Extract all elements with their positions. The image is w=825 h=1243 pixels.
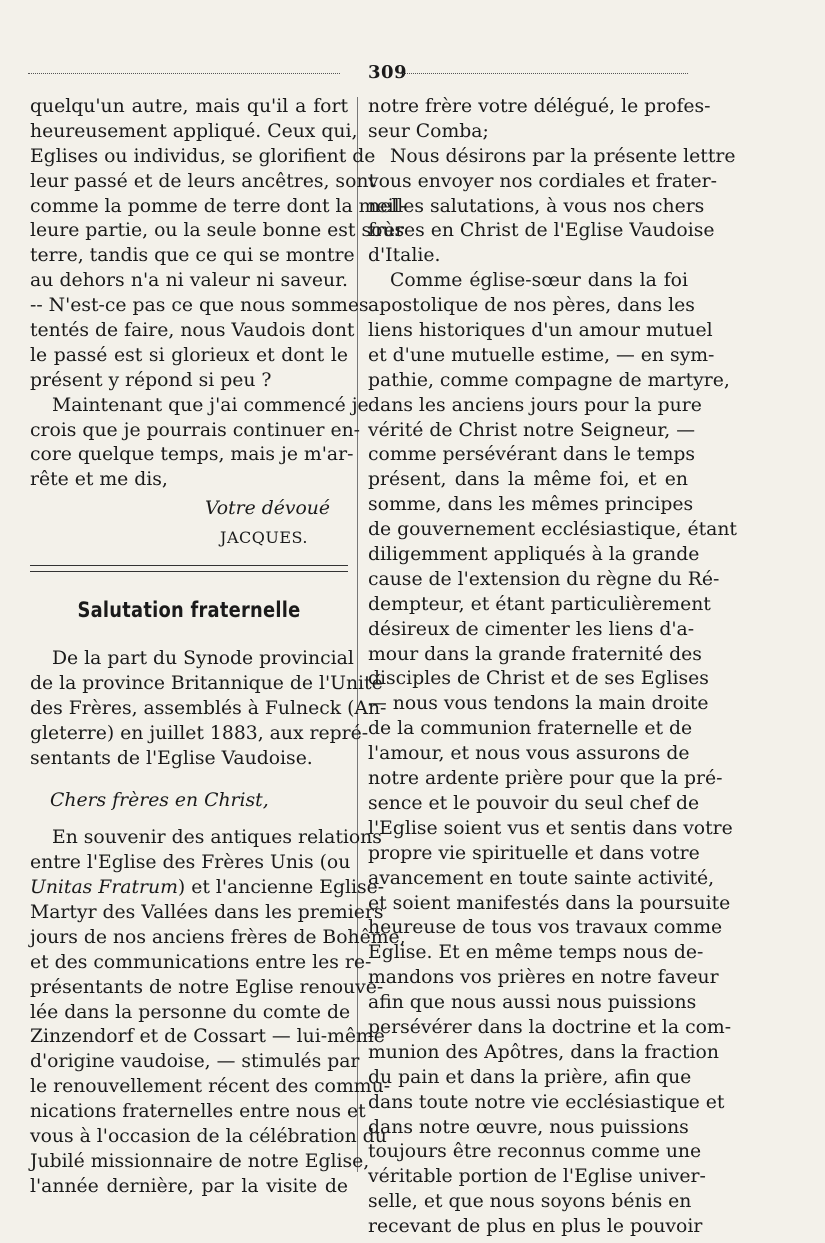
page-header — [28, 60, 688, 84]
text-line: d'origine vaudoise, — stimulés par — [30, 1051, 360, 1073]
text-line: l'amour, et nous vous assurons de — [368, 743, 690, 765]
text-line: core quelque temps, mais je m'ar- — [30, 444, 354, 466]
text-line: dempteur, et étant particulièrement — [368, 593, 711, 615]
text-line: Eglises ou individus, se glorifient de — [30, 145, 376, 167]
paragraph-remembrance — [30, 826, 406, 1199]
column-divider — [357, 97, 358, 1172]
signature-closing: Votre dévoué — [204, 498, 330, 520]
text-line: rête et me dis, — [30, 469, 168, 491]
text-line: Nous désirons par la présente lettre — [390, 145, 736, 167]
text-line: au dehors n'a ni valeur ni saveur. — [30, 270, 348, 292]
text-line: de gouvernement ecclésiastique, étant — [368, 519, 737, 541]
right-column — [368, 95, 737, 1240]
text-line: persévérer dans la doctrine et la com- — [368, 1016, 732, 1038]
section-separator — [30, 565, 348, 572]
text-line: comme persévérant dans le temps — [368, 444, 696, 466]
paragraph-delegate — [368, 95, 711, 145]
text-line: heureuse de tous vos travaux comme — [368, 917, 723, 939]
text-line: de la province Britannique de l'Unité — [30, 672, 383, 694]
page-number: 309 — [368, 62, 408, 83]
paragraph-closing — [30, 394, 369, 494]
text-line: Maintenant que j'ai commencé je — [52, 394, 369, 416]
text-line: l'Eglise soient vus et sentis dans votre — [368, 817, 733, 839]
text-line: véritable portion de l'Eglise univer- — [368, 1166, 706, 1188]
text-line: le renouvellement récent des commu- — [30, 1076, 391, 1098]
text-line: dans notre œuvre, nous puissions — [368, 1116, 689, 1138]
text-line: du pain et dans la prière, afin que — [368, 1066, 692, 1088]
text-line: entre l'Eglise des Frères Unis (ou — [30, 852, 351, 874]
text-line: lée dans la personne du comte de — [30, 1001, 351, 1023]
text-line: munion des Apôtres, dans la fraction — [368, 1041, 719, 1063]
greeting: Chers frères en Christ, — [50, 790, 269, 812]
text-line: et des communications entre les re- — [30, 951, 372, 973]
text-line: propre vie spirituelle et dans votre — [368, 842, 700, 864]
text-line: nelles salutations, à vous nos chers — [368, 195, 705, 217]
text-line: présentants de notre Eglise renouve- — [30, 976, 384, 998]
text-line: Jubilé missionnaire de notre Eglise, — [30, 1150, 370, 1172]
text-line: afin que nous aussi nous puissions — [368, 992, 697, 1014]
text-line: présent, dans la même foi, et en — [368, 469, 688, 491]
text-line: liens historiques d'un amour mutuel — [368, 320, 713, 342]
paragraph-greetings — [368, 145, 736, 269]
signature-name: JACQUES. — [220, 528, 308, 548]
text-line: terre, tandis que ce qui se montre — [30, 245, 355, 267]
text-line: heureusement appliqué. Ceux qui, — [30, 120, 358, 142]
text-line: Comme église-sœur dans la foi — [390, 270, 688, 292]
text-line: vous à l'occasion de la célébration du — [30, 1126, 387, 1148]
text-line: et d'une mutuelle estime, — en sym- — [368, 344, 715, 366]
paragraph-sister-church — [368, 269, 737, 1240]
text-line: — nous vous tendons la main droite — [368, 693, 709, 715]
text-line: avancement en toute sainte activité, — [368, 867, 715, 889]
text-line: Unitas Fratrum) et l'ancienne Eglise- — [30, 877, 385, 899]
text-line: recevant de plus en plus le pouvoir — [368, 1216, 703, 1238]
text-line: des Frères, assemblés à Fulneck (An- — [30, 697, 387, 719]
text-line: comme la pomme de terre dont la meil- — [30, 195, 406, 217]
text-line: quelqu'un autre, mais qu'il a fort — [30, 96, 348, 117]
text-line: gleterre) en juillet 1883, aux repré- — [30, 722, 369, 744]
text-line: leure partie, ou la seule bonne est sous — [30, 220, 405, 242]
header-rule-right — [400, 73, 688, 74]
text-line: mandons vos prières en notre faveur — [368, 967, 719, 989]
text-line: désireux de cimenter les liens d'a- — [368, 618, 695, 640]
text-line: notre ardente prière pour que la pré- — [368, 768, 723, 790]
text-line: dans toute notre vie ecclésiastique et — [368, 1091, 725, 1113]
text-line: d'Italie. — [368, 245, 441, 267]
text-line: notre frère votre délégué, le profes- — [368, 96, 711, 117]
text-line: sence et le pouvoir du seul chef de — [368, 792, 700, 814]
text-line: selle, et que nous soyons bénis en — [368, 1191, 692, 1213]
text-line: toujours être reconnus comme une — [368, 1141, 702, 1163]
text-line: frères en Christ de l'Eglise Vaudoise — [368, 220, 715, 242]
text-line: seur Comba; — [368, 120, 489, 142]
text-line: sentants de l'Eglise Vaudoise. — [30, 747, 313, 769]
header-rule-left — [28, 73, 340, 74]
text-line: présent y répond si peu ? — [30, 369, 272, 391]
text-line: diligemment appliqués à la grande — [368, 544, 700, 566]
text-line: jours de nos anciens frères de Bohême, — [30, 926, 406, 948]
text-line: pathie, comme compagne de martyre, — [368, 369, 730, 391]
text-line: nications fraternelles entre nous et — [30, 1101, 366, 1123]
text-line: leur passé et de leurs ancêtres, sont — [30, 170, 377, 192]
text-line: le passé est si glorieux et dont le — [30, 344, 348, 366]
text-line: De la part du Synode provincial — [52, 647, 354, 669]
text-line: En souvenir des antiques relations — [52, 827, 382, 849]
text-line: de la communion fraternelle et de — [368, 718, 693, 740]
text-line: apostolique de nos pères, dans les — [368, 295, 695, 317]
text-line: crois que je pourrais continuer en- — [30, 419, 361, 441]
text-line: dans les anciens jours pour la pure — [368, 394, 702, 416]
paragraph-address — [30, 647, 387, 771]
latin-term: Unitas Fratrum — [30, 877, 178, 899]
text-line: cause de l'extension du règne du Ré- — [368, 568, 720, 590]
text-line: vérité de Christ notre Seigneur, — — [368, 419, 696, 441]
section-title: Salutation fraternelle — [77, 598, 301, 623]
text-line: tentés de faire, nous Vaudois dont — [30, 320, 355, 342]
text-line: Eglise. Et en même temps nous de- — [368, 942, 704, 964]
text-line: Zinzendorf et de Cossart — lui-même — [30, 1026, 385, 1048]
text-line: disciples de Christ et de ses Eglises — [368, 668, 709, 690]
text-line: somme, dans les mêmes principes — [368, 494, 694, 516]
text-line: mour dans la grande fraternité des — [368, 643, 702, 665]
text-line: et soient manifestés dans la poursuite — [368, 892, 731, 914]
text-line: Martyr des Vallées dans les premiers — [30, 902, 384, 923]
text-line: vous envoyer nos cordiales et frater- — [368, 170, 717, 192]
text-line: l'année dernière, par la visite de — [30, 1175, 348, 1197]
text-line: -- N'est-ce pas ce que nous sommes — [30, 295, 369, 317]
